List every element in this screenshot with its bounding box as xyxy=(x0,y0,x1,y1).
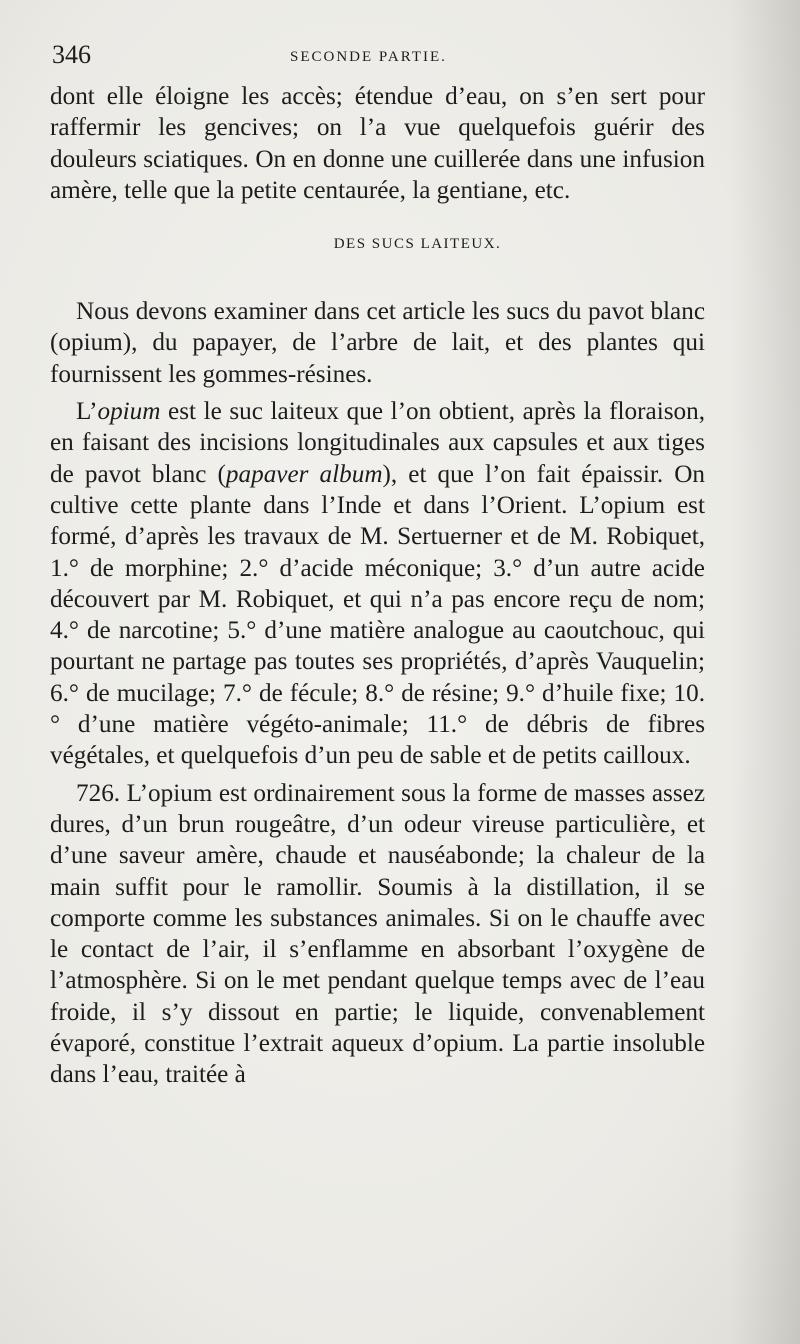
page-edge-shadow xyxy=(730,0,800,1344)
body-text xyxy=(50,81,705,1091)
paragraph-continued: dont elle éloigne les accès; étendue d’eau, on s’en sert pour raffermir les gencives; on l’a vue quelquefois guérir des douleurs sciatiques. On en donne une cuillerée dans une infusion amère, telle que la petite centaurée, la gentiane, etc. xyxy=(50,83,705,204)
paragraph-intro: Nous devons examiner dans cet article les sucs du pavot blanc (opium), du papayer, de l’arbre de lait, et des plantes qui fournissent les gommes-résines. xyxy=(50,298,705,388)
opium-text-2: ), et que l’on fait épaissir. On cultive cette plante dans l’Inde et dans l’Orient. L’opium est formé, d’après les travaux de M. Sertuerner et de M. Robiquet, 1.° de morphine; 2.° d’acide méconique; 3.° d’un autre acide découvert par M. Robiquet, et qui n’a pas encore reçu de nom; 4.° de narcotine; 5.° d’une matière analogue au caoutchouc, qui pourtant ne partage pas toutes ses propriétés, d’après Vauquelin; 6.° de mucilage; 7.° de fécule; 8.° de résine; 9.° d’huile fixe; 10.° d’une matière végéto-animale; 11.° de débris de fibres végétales, et quelquefois d’un peu de sable et de petits cailloux. xyxy=(50,460,705,770)
opium-article: L’ xyxy=(76,398,98,426)
running-head: SECONDE PARTIE. xyxy=(290,49,447,65)
paragraph-opium xyxy=(50,396,705,772)
section-title: DES SUCS LAITEUX. xyxy=(333,236,502,253)
opium-text-1: est le suc laiteux que l’on obtient, après la floraison, en faisant des incisions longitudinales aux capsules et aux tiges de pavot blanc ( xyxy=(50,398,705,488)
paragraph-726: 726. L’opium est ordinairement sous la forme de masses assez dures, d’un brun rougeâtre, d’un odeur vireuse particulière, et d’une saveur amère, chaude et nauséabonde; la chaleur de la main suffit pour le ramollir. Soumis à la distillation, il se comporte comme les substances animales. Si on le chauffe avec le contact de l’air, il s’enflamme en absorbant l’oxygène de l’atmosphère. Si on le met pendant quelque temps avec de l’eau froide, il s’y dissout en partie; le liquide, convenablement évaporé, constitue l’extrait aqueux d’opium. La partie insoluble dans l’eau, traitée à xyxy=(50,779,705,1089)
opium-term: opium xyxy=(97,398,161,426)
latin-name: papaver album xyxy=(225,460,383,488)
page-header xyxy=(52,40,707,76)
page-number: 346 xyxy=(52,40,91,69)
